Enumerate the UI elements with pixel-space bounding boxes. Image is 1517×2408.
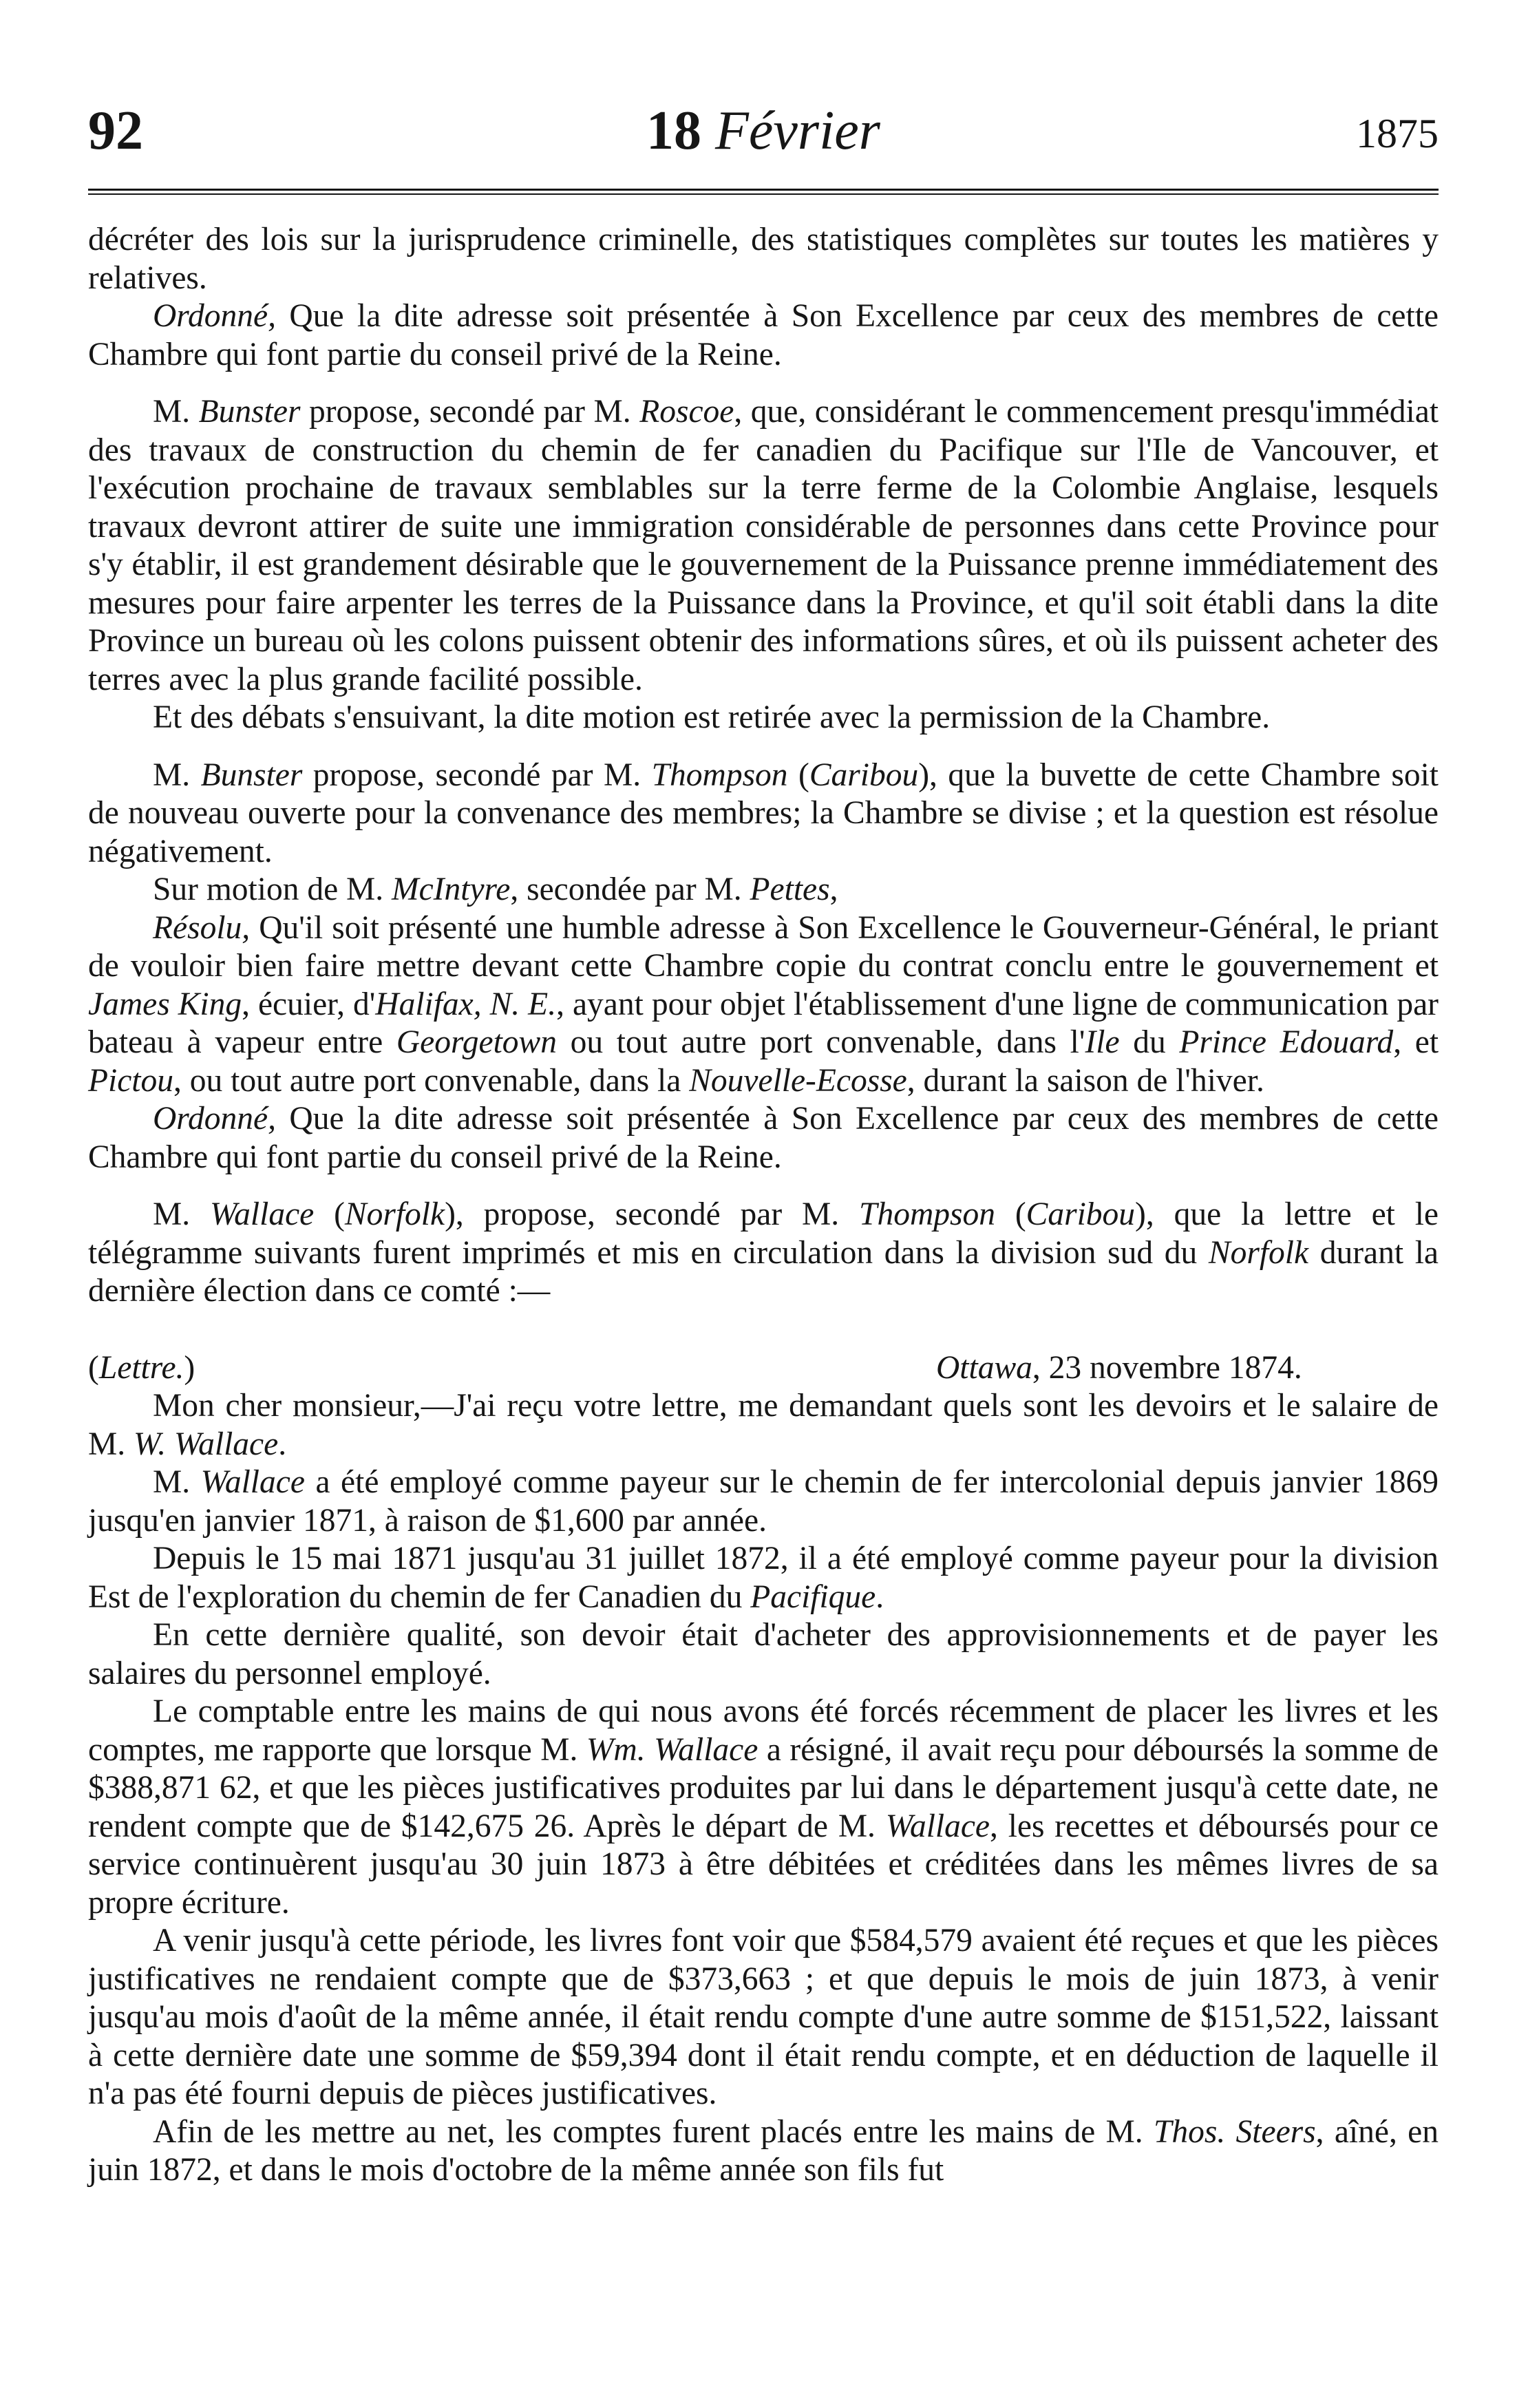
letter-paragraph: En cette dernière qualité, son devoir était d'acheter des approvisionnements et de payer les salaires du personnel employé. [88,1617,1439,1691]
paragraph: Ordonné, Que la dite adresse soit présentée à Son Excellence par ceux des membres de cette Chambre qui font partie du conseil privé de la Reine. [88,298,1439,372]
page-header [88,103,1439,186]
letter-paragraph: Mon cher monsieur,—J'ai reçu votre lettre, me demandant quels sont les devoirs et le salaire de M. W. Wallace. [88,1388,1439,1462]
letter-paragraph: Depuis le 15 mai 1871 jusqu'au 31 juillet 1872, il a été employé comme payeur pour la division Est de l'exploration du chemin de fer Canadien du Pacifique. [88,1541,1439,1615]
letter-label: (Lettre.) [88,1349,195,1386]
document-body [88,221,1439,2190]
date-month: Février [715,101,880,161]
letter-dateline: Ottawa, 23 novembre 1874. [936,1349,1302,1386]
letter-paragraph: M. Wallace a été employé comme payeur sur le chemin de fer intercolonial depuis janvier 1869 jusqu'en janvier 1871, à raison de $1,600 par année. [88,1464,1439,1539]
paragraph: Sur motion de M. McIntyre, secondée par M. Pettes, [153,872,838,907]
running-head-date [88,101,1439,161]
year: 1875 [1356,111,1439,156]
page [88,103,1439,2190]
letter-paragraph: A venir jusqu'à cette période, les livres font voir que $584,579 avaient été reçues et que les pièces justificatives ne rendaient compte que de $373,663 ; et que depuis le mois de juin 1873, à venir jusqu'au mois d'août de la même année, il était rendu compte d'une autre somme de $151,522, laissant à cette dernière date une somme de $59,394 dont il était rendu compte, et en déduction de laquelle il n'a pas été fourni depuis de pièces justificatives. [88,1923,1439,2111]
letter-paragraph: Afin de les mettre au net, les comptes furent placés entre les mains de M. Thos. Steers, aîné, en juin 1872, et dans le mois d'octobre de la même année son fils fut [88,2113,1439,2188]
paragraph: M. Wallace (Norfolk), propose, secondé par M. Thompson (Caribou), que la lettre et le télégramme suivants furent imprimés et mis en circulation dans la division sud du Norfolk durant la dernière élection dans ce comté :— [88,1196,1439,1309]
letter-heading [88,1349,1439,1388]
page-number: 92 [88,101,143,161]
letter-paragraph: Le comptable entre les mains de qui nous avons été forcés récemment de placer les livres et les comptes, me rapporte que lorsque M. Wm. Wallace a résigné, il avait reçu pour déboursés la somme de $388,871 62, et que les pièces justificatives produites par lui dans le département jusqu'à cette date, ne rendent compte que de $142,675 26. Après le départ de M. Wallace, les recettes et déboursés pour ce service continuèrent jusqu'au 30 juin 1873 à être débitées et créditées dans les mêmes livres de sa propre écriture. [88,1693,1439,1921]
paragraph: M. Bunster propose, secondé par M. Thompson (Caribou), que la buvette de cette Chambre soit de nouveau ouverte pour la convenance des membres; la Chambre se divise ; et la question est résolue négativement. [88,757,1439,869]
date-day: 18 [646,101,702,161]
paragraph: Résolu, Qu'il soit présenté une humble adresse à Son Excellence le Gouverneur-Général, le priant de vouloir bien faire mettre devant cette Chambre copie du contrat conclu entre le gouvernement et James King, écuier, d'Halifax, N. E., ayant pour objet l'établissement d'une ligne de communication par bateau à vapeur entre Georgetown ou tout autre port convenable, dans l'Ile du Prince Edouard, et Pictou, ou tout autre port convenable, dans la Nouvelle-Ecosse, durant la saison de l'hiver. [88,909,1439,1099]
paragraph: décréter des lois sur la jurisprudence criminelle, des statistiques complètes sur toutes les matières y relatives. [88,222,1439,296]
paragraph: M. Bunster propose, secondé par M. Roscoe, que, considérant le commencement presqu'immédiat des travaux de construction du chemin de fer canadien du Pacifique sur l'Ile de Vancouver, et l'exécution prochaine de travaux semblables sur la terre ferme de la Colombie Anglaise, lesquels travaux devront attirer de suite une immigration considérable de personnes dans cette Province pour s'y établir, il est grandement désirable que le gouvernement de la Puissance prenne immédiatement des mesures pour faire arpenter les terres de la Puissance dans la Province, et qu'il soit établi dans la dite Province un bureau où les colons puissent obtenir des informations sûres, et où ils puissent acheter des terres avec la plus grande facilité possible. [88,394,1439,697]
paragraph: Ordonné, Que la dite adresse soit présentée à Son Excellence par ceux des membres de cette Chambre qui font partie du conseil privé de la Reine. [88,1101,1439,1175]
paragraph: Et des débats s'ensuivant, la dite motion est retirée avec la permission de la Chambre. [153,699,1271,735]
header-rule [88,189,1439,195]
